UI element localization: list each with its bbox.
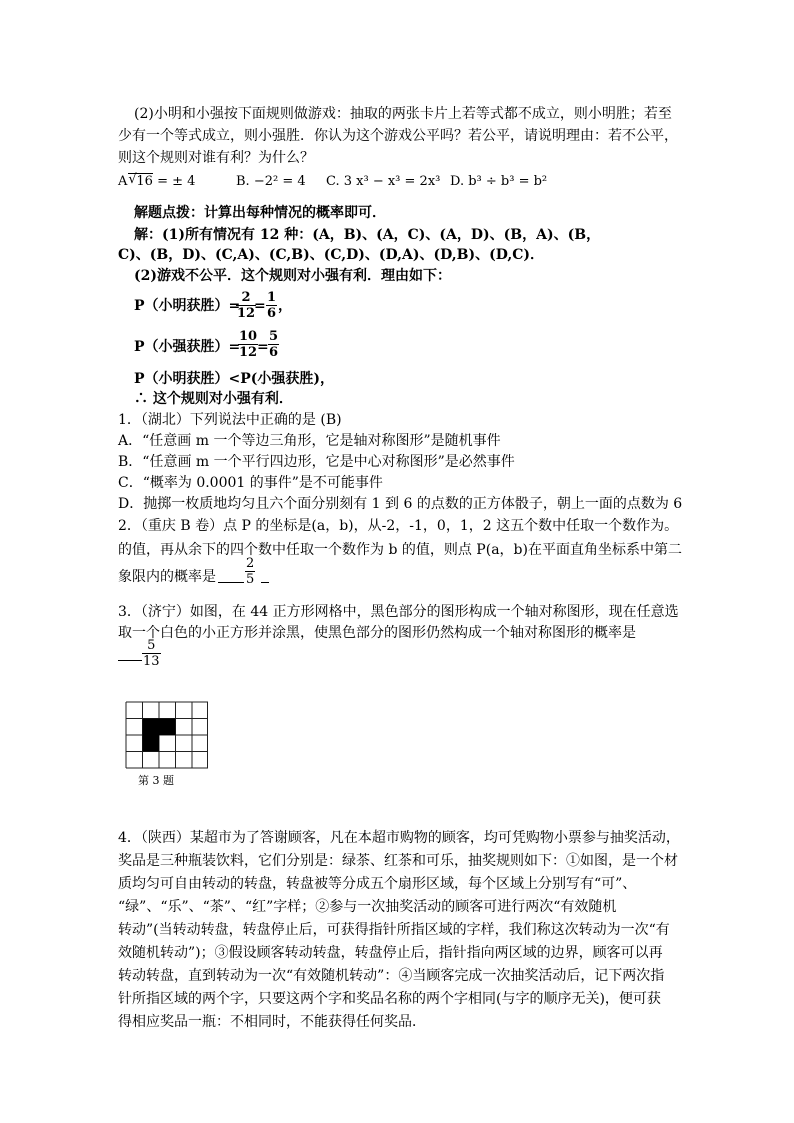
q3-line-2: 取一个白色的小正方形并涂黑，使黑色部分的图形仍然构成一个轴对称图形的概率是 xyxy=(118,625,636,641)
p-ming-fraction-2 xyxy=(266,290,277,321)
black-cell xyxy=(143,719,160,736)
fraction-numerator: 1 xyxy=(267,290,277,305)
p-qiang-equals: = xyxy=(257,339,269,355)
sqrt-sign-icon: √ xyxy=(128,172,137,187)
p-qiang-fraction-1 xyxy=(238,329,258,360)
q4-line-7: 转动转盘，直到转动为一次“有效随机转动”：④当顾客完成一次抽奖活动后，记下两次指 xyxy=(118,968,665,984)
solution-conclusion: ∴ 这个规则对小强有利． xyxy=(134,391,293,407)
q4-line-8: 针所指区域的两个字，只要这两个字和奖品名称的两个字相同(与字的顺序无关)，便可获 xyxy=(118,991,661,1007)
q1-option-d: D．抛掷一枚质地均匀且六个面分别刻有 1 到 6 的点数的正方体骰子，朝上一面的点数为 6 xyxy=(118,496,683,512)
fraction-denominator: 6 xyxy=(267,306,277,321)
q3-answer-blank xyxy=(118,660,142,661)
q1-option-b: B．“任意画 m 一个平行四边形，它是中心对称图形”是必然事件 xyxy=(118,454,515,470)
fraction-numerator: 2 xyxy=(241,290,251,305)
q1-option-c: C．“概率为 0.0001 的事件”是不可能事件 xyxy=(118,475,383,491)
fraction-denominator: 13 xyxy=(143,654,160,669)
q2-line-2: 的值，再从余下的四个数中任取一个数作为 b 的值，则点 P(a，b)在平面直角坐标系中第二 xyxy=(118,542,682,558)
option-c: C. 3 x³ − x³ = 2x³ xyxy=(326,174,441,189)
q3-figure xyxy=(122,698,208,790)
q3-answer-fraction xyxy=(142,638,161,669)
q2-answer-blank-end xyxy=(261,582,269,583)
q2-line-3: 象限内的概率是 xyxy=(118,569,216,585)
probability-comparison: P（小明获胜）<P(小强获胜)， xyxy=(134,371,335,387)
solution-line-3: (2)游戏不公平．这个规则对小强有利．理由如下： xyxy=(134,268,451,284)
option-a xyxy=(118,172,195,192)
fraction-denominator: 12 xyxy=(237,306,256,321)
fraction-denominator: 6 xyxy=(269,345,279,360)
q2-answer-blank xyxy=(218,582,244,583)
option-a-result: = ± 4 xyxy=(152,174,196,189)
figure-caption: 第 3 题 xyxy=(138,774,174,787)
p-ming-label: P（小明获胜）= xyxy=(134,298,241,314)
q4-line-6: 效随机转动”)；③假设顾客转动转盘，转盘停止后，指针指向两区域的边界，顾客可以再 xyxy=(118,945,663,961)
q2-intro-line-2: 少有一个等式成立，则小强胜．你认为这个游戏公平吗？若公平，请说明理由：若不公平， xyxy=(118,128,678,144)
q4-line-3: 质均匀可自由转动的转盘，转盘被等分成五个扇形区域，每个区域上分别写有“可”、 xyxy=(118,876,637,892)
fraction-numerator: 2 xyxy=(246,556,255,571)
black-cells xyxy=(143,719,176,752)
q2-answer-fraction xyxy=(245,556,255,587)
q4-line-1: 4．（陕西）某超市为了答谢顾客，凡在本超市购物的顾客，均可凭购物小票参与抽奖活动， xyxy=(118,830,680,846)
grid-figure-icon xyxy=(122,698,208,772)
black-cell xyxy=(143,735,160,752)
fraction-denominator: 12 xyxy=(239,345,258,360)
q3-line-1: 3．（济宁）如图，在 44 正方形网格中，黑色部分的图形构成一个轴对称图形，现在任意选 xyxy=(118,604,679,620)
p-ming-end: ， xyxy=(278,298,292,314)
solution-line-1: 解：(1)所有情况有 12 种：(A，B)、(A，C)、(A，D)、(B，A)、(B， xyxy=(134,227,601,243)
fraction-numerator: 10 xyxy=(239,329,258,344)
sqrt-expression xyxy=(128,173,153,190)
q2-intro-line-3: 则这个规则对谁有利？为什么？ xyxy=(118,150,314,166)
option-b: B. −2² = 4 xyxy=(236,174,306,189)
q1-stem: 1．（湖北）下列说法中正确的是 (B) xyxy=(118,412,342,428)
fraction-numerator: 5 xyxy=(269,329,279,344)
q1-option-a: A．“任意画 m 一个等边三角形，它是轴对称图形”是随机事件 xyxy=(118,433,501,449)
solution-hint: 解题点拨：计算出每种情况的概率即可． xyxy=(134,205,386,221)
p-qiang-label: P（小强获胜）= xyxy=(134,339,241,355)
fraction-numerator: 5 xyxy=(147,638,156,653)
fraction-denominator: 5 xyxy=(246,572,255,587)
q4-line-9: 得相应奖品一瓶：不相同时，不能获得任何奖品． xyxy=(118,1014,426,1030)
q4-line-2: 奖品是三种瓶装饮料，它们分别是：绿茶、红茶和可乐，抽奖规则如下：①如图，是一个材 xyxy=(118,853,678,869)
p-qiang-fraction-2 xyxy=(268,329,279,360)
black-cell xyxy=(159,719,176,736)
option-d: D. b³ ÷ b³ = b² xyxy=(450,174,548,189)
p-ming-equals: = xyxy=(254,298,266,314)
q2-intro-line-1: (2)小明和小强按下面规则做游戏：抽取的两张卡片上若等式都不成立，则小明胜；若至 xyxy=(134,106,672,122)
q4-line-4: “绿”、“乐”、“茶”、“红”字样；②参与一次抽奖活动的顾客可进行两次“有效随机 xyxy=(118,899,617,915)
option-a-radicand: 16 xyxy=(136,174,153,189)
q4-line-5: 转动”(当转动转盘，转盘停止后，可获得指针所指区域的字样，我们称这次转动为一次“有 xyxy=(118,922,670,938)
solution-line-2: C)、(B，D)、(C,A)、(C,B)、(C,D)、(D,A)、(D,B)、(D,C)． xyxy=(118,247,545,263)
option-a-label: A xyxy=(118,174,128,189)
q2-line-1: 2．（重庆 B 卷）点 P 的坐标是(a，b)，从-2，-1，0，1，2 这五个数中任取一个数作为。 xyxy=(118,518,679,534)
